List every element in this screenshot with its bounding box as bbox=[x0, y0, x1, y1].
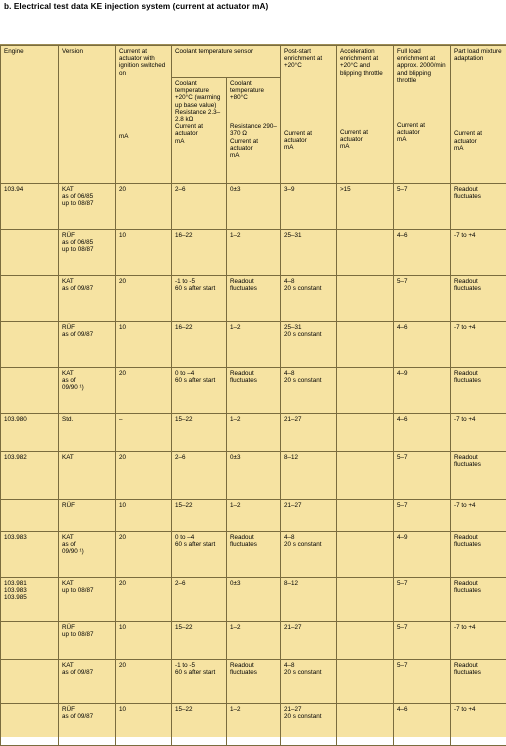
coolant-80-cell: Readout fluctuates bbox=[227, 368, 281, 414]
engine-cell bbox=[1, 704, 59, 746]
table-row bbox=[1, 452, 506, 500]
coolant-80-cell: 1–2 bbox=[227, 622, 281, 660]
coolant-20-cell: 2–6 bbox=[172, 452, 227, 500]
part-load-cell: -7 to +4 bbox=[451, 414, 506, 452]
version-cell: KAT as of 09/87 bbox=[59, 660, 116, 704]
post-start-cell: 4–8 20 s constant bbox=[281, 532, 337, 578]
engine-cell bbox=[1, 368, 59, 414]
table-row bbox=[1, 368, 506, 414]
coolant-80-cell: 1–2 bbox=[227, 322, 281, 368]
full-load-cell: 5–7 bbox=[394, 184, 451, 230]
part-load-cell: Readout fluctuates bbox=[451, 368, 506, 414]
acceleration-cell bbox=[337, 532, 394, 578]
part-load-cell: Readout fluctuates bbox=[451, 184, 506, 230]
acceleration-cell bbox=[337, 230, 394, 276]
test-data-table bbox=[0, 45, 506, 746]
current-ignition-cell: 10 bbox=[116, 704, 172, 746]
post-start-cell: 21–27 bbox=[281, 622, 337, 660]
table-row bbox=[1, 500, 506, 532]
coolant-80-cell: Readout fluctuates bbox=[227, 532, 281, 578]
table-row bbox=[1, 230, 506, 276]
current-ignition-cell: 10 bbox=[116, 230, 172, 276]
col-header-coolant-20: Coolant temperature +20°C (warming up base value) Resistance 2.3–2.8 kΩ Current at actuator mA bbox=[172, 78, 227, 184]
table-row bbox=[1, 704, 506, 746]
table-row bbox=[1, 622, 506, 660]
post-start-cell: 21–27 bbox=[281, 500, 337, 532]
version-cell: KAT as of 09/90 ¹) bbox=[59, 368, 116, 414]
version-cell: RÜF up to 08/87 bbox=[59, 622, 116, 660]
col-header-post-start: Post-start enrichment at +20°C Current at actuator mA bbox=[281, 46, 337, 184]
part-load-cell: -7 to +4 bbox=[451, 322, 506, 368]
version-cell: Std. bbox=[59, 414, 116, 452]
engine-cell bbox=[1, 322, 59, 368]
engine-cell: 103.983 bbox=[1, 532, 59, 578]
coolant-80-cell: Readout fluctuates bbox=[227, 276, 281, 322]
table-row bbox=[1, 660, 506, 704]
coolant-80-cell: 1–2 bbox=[227, 500, 281, 532]
coolant-20-cell: -1 to -5 60 s after start bbox=[172, 660, 227, 704]
version-cell: RÜF as of 09/87 bbox=[59, 704, 116, 746]
coolant-20-cell: 16–22 bbox=[172, 230, 227, 276]
part-load-cell: Readout fluctuates bbox=[451, 276, 506, 322]
table-row bbox=[1, 578, 506, 622]
part-load-cell: -7 to +4 bbox=[451, 622, 506, 660]
full-load-cell: 4–6 bbox=[394, 230, 451, 276]
acceleration-cell bbox=[337, 622, 394, 660]
coolant-20-cell: 15–22 bbox=[172, 414, 227, 452]
coolant-80-cell: Readout fluctuates bbox=[227, 660, 281, 704]
version-cell: RÜF bbox=[59, 500, 116, 532]
test-data-table-panel bbox=[0, 44, 506, 737]
version-cell: RÜF as of 09/87 bbox=[59, 322, 116, 368]
full-load-cell: 5–7 bbox=[394, 452, 451, 500]
current-ignition-cell: 20 bbox=[116, 276, 172, 322]
coolant-20-cell: 16–22 bbox=[172, 322, 227, 368]
current-ignition-cell: 20 bbox=[116, 368, 172, 414]
part-load-cell: Readout fluctuates bbox=[451, 578, 506, 622]
version-cell: KAT as of 06/85 up to 08/87 bbox=[59, 184, 116, 230]
engine-cell bbox=[1, 622, 59, 660]
current-ignition-cell: 10 bbox=[116, 622, 172, 660]
current-ignition-cell: 20 bbox=[116, 660, 172, 704]
engine-cell bbox=[1, 660, 59, 704]
version-cell: KAT as of 09/90 ¹) bbox=[59, 532, 116, 578]
version-cell: RÜF as of 06/85 up to 08/87 bbox=[59, 230, 116, 276]
full-load-cell: 5–7 bbox=[394, 622, 451, 660]
post-start-cell: 4–8 20 s constant bbox=[281, 276, 337, 322]
col-header-full-load: Full load enrichment at approx. 2000/min and blipping throttle Current at actuator mA bbox=[394, 46, 451, 184]
current-ignition-cell: 20 bbox=[116, 452, 172, 500]
col-header-engine: Engine bbox=[1, 46, 59, 184]
current-ignition-cell: 20 bbox=[116, 184, 172, 230]
col-header-coolant-sensor: Coolant temperature sensor bbox=[172, 46, 281, 78]
post-start-cell: 25–31 bbox=[281, 230, 337, 276]
current-ignition-cell: 20 bbox=[116, 578, 172, 622]
coolant-20-cell: 2–6 bbox=[172, 184, 227, 230]
full-load-cell: 4–9 bbox=[394, 532, 451, 578]
part-load-cell: Readout fluctuates bbox=[451, 452, 506, 500]
page-title: b. Electrical test data KE injection system (current at actuator mA) bbox=[4, 2, 268, 11]
engine-cell bbox=[1, 276, 59, 322]
part-load-cell: -7 to +4 bbox=[451, 500, 506, 532]
full-load-cell: 4–9 bbox=[394, 368, 451, 414]
acceleration-cell bbox=[337, 660, 394, 704]
full-load-cell: 5–7 bbox=[394, 660, 451, 704]
col-header-coolant-80: Coolant temperature +80°C Resistance 290–370 Ω Current at actuator mA bbox=[227, 78, 281, 184]
col-header-part-load: Part load mixture adaptation Current at actuator mA bbox=[451, 46, 506, 184]
post-start-cell: 8–12 bbox=[281, 452, 337, 500]
engine-cell: 103.980 bbox=[1, 414, 59, 452]
acceleration-cell bbox=[337, 368, 394, 414]
post-start-cell: 8–12 bbox=[281, 578, 337, 622]
engine-cell bbox=[1, 230, 59, 276]
coolant-80-cell: 0±3 bbox=[227, 452, 281, 500]
full-load-cell: 4–6 bbox=[394, 414, 451, 452]
acceleration-cell bbox=[337, 578, 394, 622]
current-ignition-cell: 10 bbox=[116, 500, 172, 532]
acceleration-cell bbox=[337, 276, 394, 322]
table-row bbox=[1, 184, 506, 230]
coolant-20-cell: 15–22 bbox=[172, 500, 227, 532]
col-header-acceleration: Acceleration enrichment at +20°C and blipping throttle Current at actuator mA bbox=[337, 46, 394, 184]
coolant-80-cell: 1–2 bbox=[227, 230, 281, 276]
part-load-cell: Readout fluctuates bbox=[451, 660, 506, 704]
post-start-cell: 21–27 20 s constant bbox=[281, 704, 337, 746]
full-load-cell: 5–7 bbox=[394, 578, 451, 622]
part-load-cell: Readout fluctuates bbox=[451, 532, 506, 578]
acceleration-cell bbox=[337, 500, 394, 532]
header-row bbox=[1, 46, 506, 78]
engine-cell: 103.94 bbox=[1, 184, 59, 230]
coolant-80-cell: 0±3 bbox=[227, 184, 281, 230]
post-start-cell: 25–31 20 s constant bbox=[281, 322, 337, 368]
full-load-cell: 4–6 bbox=[394, 322, 451, 368]
table-row bbox=[1, 276, 506, 322]
coolant-20-cell: 2–6 bbox=[172, 578, 227, 622]
full-load-cell: 4–6 bbox=[394, 704, 451, 746]
part-load-cell: -7 to +4 bbox=[451, 704, 506, 746]
acceleration-cell bbox=[337, 452, 394, 500]
acceleration-cell bbox=[337, 704, 394, 746]
coolant-20-cell: 0 to –4 60 s after start bbox=[172, 368, 227, 414]
version-cell: KAT as of 09/87 bbox=[59, 276, 116, 322]
engine-cell: 103.982 bbox=[1, 452, 59, 500]
table-row bbox=[1, 532, 506, 578]
acceleration-cell bbox=[337, 322, 394, 368]
col-header-current-ignition: Current at actuator with ignition switched on mA bbox=[116, 46, 172, 184]
coolant-80-cell: 1–2 bbox=[227, 414, 281, 452]
part-load-cell: -7 to +4 bbox=[451, 230, 506, 276]
post-start-cell: 3–9 bbox=[281, 184, 337, 230]
post-start-cell: 21–27 bbox=[281, 414, 337, 452]
version-cell: KAT bbox=[59, 452, 116, 500]
post-start-cell: 4–8 20 s constant bbox=[281, 660, 337, 704]
coolant-80-cell: 0±3 bbox=[227, 578, 281, 622]
coolant-80-cell: 1–2 bbox=[227, 704, 281, 746]
current-ignition-cell: – bbox=[116, 414, 172, 452]
coolant-20-cell: -1 to -5 60 s after start bbox=[172, 276, 227, 322]
engine-cell bbox=[1, 500, 59, 532]
acceleration-cell: >15 bbox=[337, 184, 394, 230]
current-ignition-cell: 10 bbox=[116, 322, 172, 368]
table-row bbox=[1, 414, 506, 452]
acceleration-cell bbox=[337, 414, 394, 452]
coolant-20-cell: 15–22 bbox=[172, 704, 227, 746]
col-header-version: Version bbox=[59, 46, 116, 184]
current-ignition-cell: 20 bbox=[116, 532, 172, 578]
coolant-20-cell: 0 to –4 60 s after start bbox=[172, 532, 227, 578]
engine-cell: 103.981 103.983 103.985 bbox=[1, 578, 59, 622]
full-load-cell: 5–7 bbox=[394, 276, 451, 322]
version-cell: KAT up to 08/87 bbox=[59, 578, 116, 622]
full-load-cell: 5–7 bbox=[394, 500, 451, 532]
table-row bbox=[1, 322, 506, 368]
post-start-cell: 4–8 20 s constant bbox=[281, 368, 337, 414]
coolant-20-cell: 15–22 bbox=[172, 622, 227, 660]
